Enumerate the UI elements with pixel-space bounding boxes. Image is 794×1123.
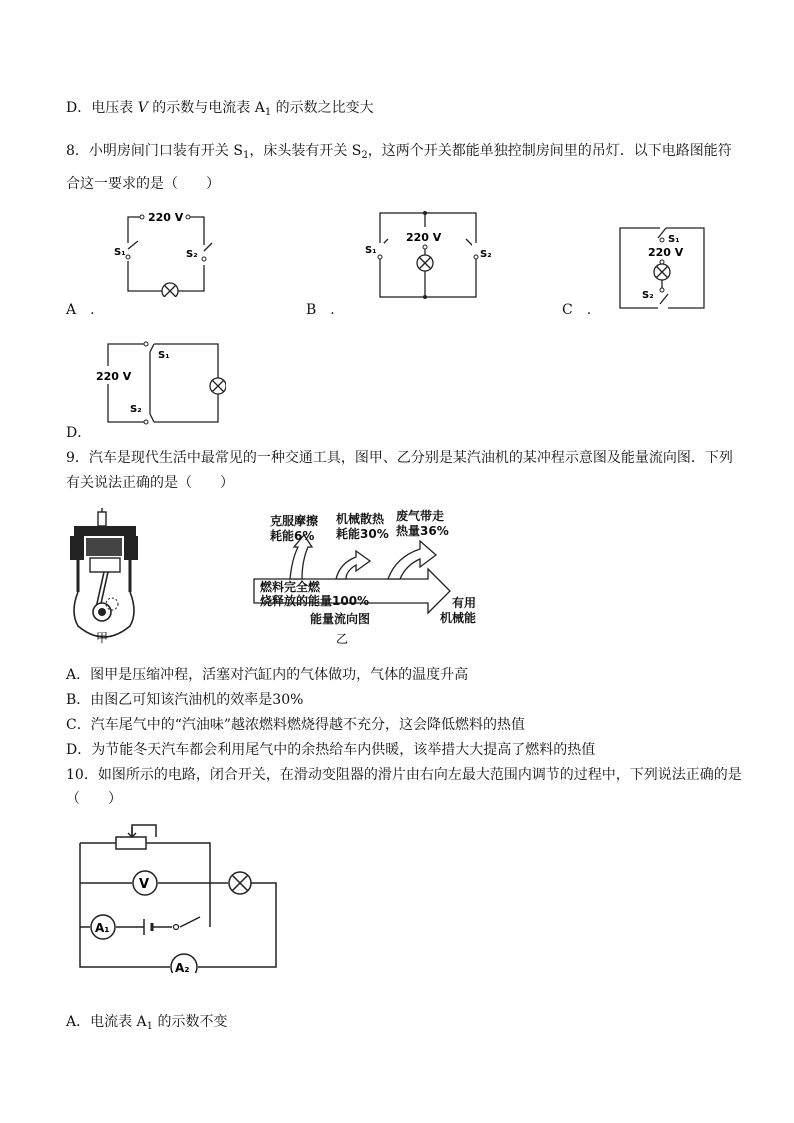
q9-option-c[interactable]: C．汽车尾气中的“汽油味”越浓燃料燃烧得越不充分，这会降低燃料的热值 xyxy=(66,717,526,733)
s1-label: S₁ xyxy=(114,247,126,258)
exhaust-loss-value: 热量36% xyxy=(396,524,449,538)
useful-output-label: 有用 xyxy=(452,596,477,610)
flow-caption: 能量流向图 xyxy=(310,612,371,626)
q10-option-a-text: 的示数不变 xyxy=(153,1014,228,1030)
s1-label: S₁ xyxy=(668,234,680,245)
s2-label: S₂ xyxy=(642,290,654,301)
q8-option-b-label[interactable]: B . xyxy=(306,302,335,318)
subscript: 1 xyxy=(242,150,250,161)
figure-jia-label: 甲 xyxy=(96,631,109,645)
q9-option-b[interactable]: B．由图乙可知该汽油机的效率是30% xyxy=(66,692,304,708)
exhaust-loss-label: 废气带走 xyxy=(396,509,445,523)
s2-label: S₂ xyxy=(130,404,142,415)
q10-stem-line2: （ ） xyxy=(66,791,122,807)
subscript: 2 xyxy=(361,150,368,161)
q8-circuit-b xyxy=(362,205,492,301)
q8-text: ，床头装有开关 S xyxy=(249,143,362,159)
q8-circuit-d xyxy=(96,338,226,426)
q8-option-c-label[interactable]: C . xyxy=(562,302,592,318)
q7-option-d-text: D．电压表 xyxy=(66,100,138,116)
friction-loss-value: 耗能6% xyxy=(270,529,315,543)
input-energy-label: 燃料完全燃 xyxy=(260,580,321,594)
q7-option-d-text: 的示数与电流表 A xyxy=(147,100,265,116)
voltage-label: 220 V xyxy=(406,231,442,244)
q8-circuit-c xyxy=(612,222,712,314)
subscript: 1 xyxy=(146,1021,154,1032)
ammeter-a1-label: A₁ xyxy=(95,921,110,935)
ammeter-a2-label: A₂ xyxy=(175,961,190,973)
friction-loss-label: 克服摩擦 xyxy=(270,514,319,528)
s1-label: S₁ xyxy=(365,245,377,256)
q10-stem-line1: 10．如图所示的电路，闭合开关，在滑动变阻器的滑片由右向左最大范围内调节的过程中，下列说法正确的是 xyxy=(66,767,742,783)
figure-yi-label: 乙 xyxy=(336,632,349,646)
input-energy-value: 烧释放的能量100% xyxy=(260,594,370,608)
q8-stem-line2: 合这一要求的是（ ） xyxy=(66,176,220,192)
voltmeter-symbol: V xyxy=(137,100,148,116)
q7-option-d-text: 的示数之比变大 xyxy=(271,100,374,116)
subscript: 1 xyxy=(264,107,272,118)
q8-option-d-label[interactable]: D． xyxy=(66,425,92,441)
useful-output-label-2: 机械能 xyxy=(440,611,477,625)
heat-loss-label: 机械散热 xyxy=(336,512,385,526)
heat-loss-value: 耗能30% xyxy=(336,527,389,541)
s2-label: S₂ xyxy=(186,249,198,260)
engine-diagram xyxy=(64,508,144,646)
q10-option-a-text: A．电流表 A xyxy=(66,1014,147,1030)
q9-stem-line1: 9．汽车是现代生活中最常见的一种交通工具，图甲、乙分别是某汽油机的某冲程示意图及能量流向图．下列 xyxy=(66,450,733,466)
q8-stem-line1 xyxy=(66,142,732,160)
voltage-label: 220 V xyxy=(648,246,684,259)
q9-option-d[interactable]: D．为节能冬天汽车都会利用尾气中的余热给车内供暖，该举措大大提高了燃料的热值 xyxy=(66,742,596,758)
s1-label: S₁ xyxy=(158,350,170,361)
q8-circuit-a xyxy=(112,205,222,297)
s2-label: S₂ xyxy=(480,249,492,260)
q8-text: 8．小明房间门口装有开关 S xyxy=(66,143,243,159)
voltage-label: 220 V xyxy=(96,370,132,383)
energy-flow-diagram xyxy=(240,505,500,647)
q7-option-d xyxy=(66,99,374,117)
q8-option-a-label[interactable]: A . xyxy=(66,302,95,318)
q8-text: ，这两个开关都能单独控制房间里的吊灯．以下电路图能符 xyxy=(367,143,732,159)
voltmeter-label: V xyxy=(139,877,150,892)
q10-option-a[interactable] xyxy=(66,1013,228,1031)
q9-stem-line2: 有关说法正确的是（ ） xyxy=(66,475,234,491)
q10-circuit xyxy=(72,823,284,973)
q9-option-a[interactable]: A．图甲是压缩冲程，活塞对汽缸内的气体做功，气体的温度升高 xyxy=(66,667,469,683)
voltage-label: 220 V xyxy=(148,211,184,224)
